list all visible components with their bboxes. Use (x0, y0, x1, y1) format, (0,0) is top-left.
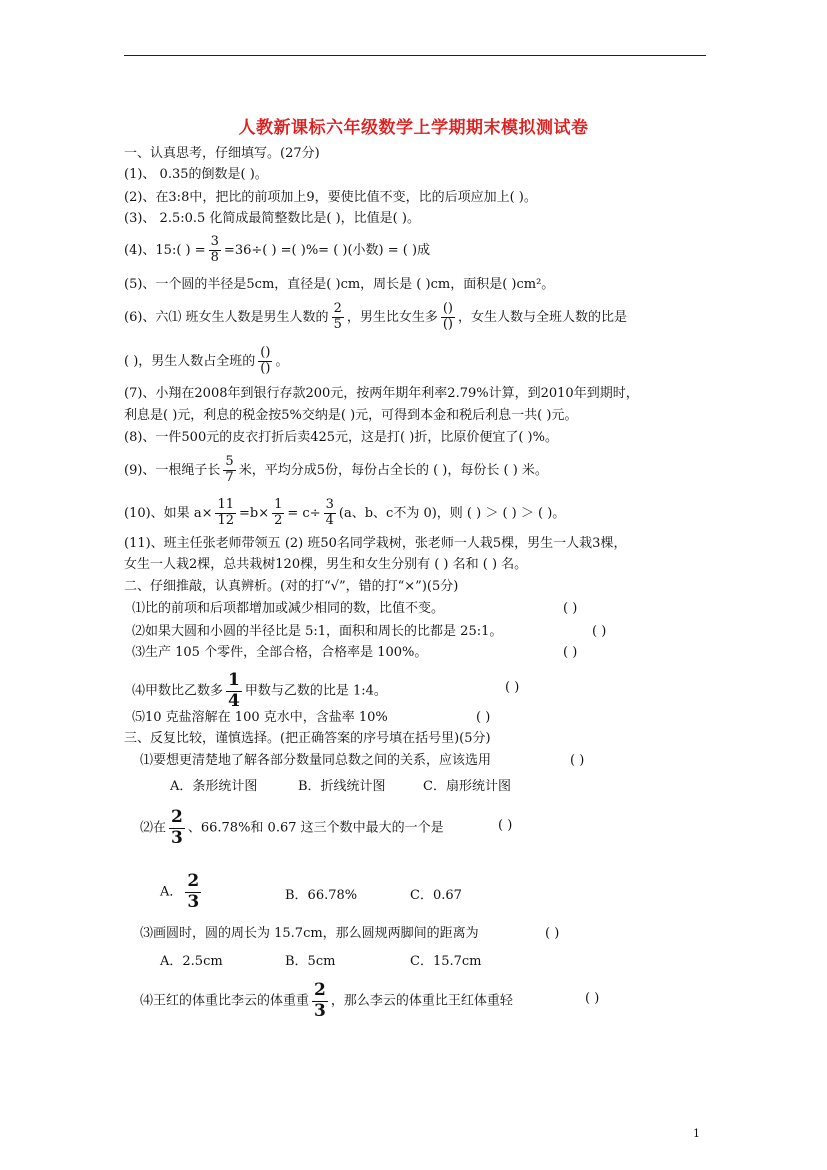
s2q4-denominator: 4 (228, 690, 240, 711)
section1-heading: 一、认真思考，仔细填写。(27分) (124, 146, 320, 161)
s1-question-9 (124, 455, 548, 486)
s3q1-option-c: C．扇形统计图 (423, 779, 511, 794)
q10-f3-denominator: 4 (325, 512, 334, 528)
s3q2-pre: ⑵在 (140, 820, 167, 836)
q6b-post: 。 (275, 353, 289, 369)
s1-question-3: (3)、 2.5:0.5 化简成最简整数比是( )，比值是( )。 (124, 211, 420, 226)
s2-question-1: ⑴比的前项和后项都增加或减少相同的数，比值不变。 (132, 601, 445, 616)
q6b-denominator: () (260, 360, 271, 376)
s3-answer-paren-1: ( ) (570, 753, 585, 768)
s3q4-fraction (312, 981, 328, 1021)
s3q4-denominator: 3 (314, 1000, 326, 1021)
q6-denominator: 5 (333, 316, 342, 332)
q10-f2-numerator: 1 (274, 497, 283, 512)
s3-answer-paren-2: ( ) (498, 818, 513, 833)
s3q2-option-a (160, 872, 204, 912)
s1-question-7a: (7)、小翔在2008年到银行存款200元，按两年期年利率2.79%计算，到2010年到期时， (124, 386, 639, 401)
s1-question-4 (124, 235, 430, 266)
q10-post: (a、b、c不为 0)，则 ( ) ＞ ( ) ＞ ( )。 (338, 505, 566, 521)
s3q4-numerator: 2 (314, 980, 326, 1000)
s3q4-post: ，那么李云的体重比王红体重轻 (330, 993, 513, 1009)
s3q3-option-b: B．5cm (285, 954, 336, 969)
s3q2-post: 、66.78%和 0.67 这三个数中最大的一个是 (187, 820, 444, 836)
q10-mid1: =b× (239, 505, 270, 521)
s2-answer-paren-1: ( ) (563, 601, 578, 616)
s1-question-8: (8)、一件500元的皮衣打折后卖425元，这是打( )折，比原价便宜了( )%。 (124, 430, 558, 445)
s1-question-6b (124, 346, 288, 377)
s2q4-post: 甲数与乙数的比是 1:4。 (244, 683, 387, 699)
q10-mid2: = c÷ (287, 505, 321, 521)
s3q2-option-a-denominator: 3 (187, 891, 200, 912)
s3-answer-paren-3: ( ) (545, 926, 560, 941)
s1-question-11a: (11)、班主任张老师带领五 (2) 班50名同学栽树，张老师一人栽5棵，男生一人栽3棵， (124, 536, 627, 551)
s1-question-7b: 利息是( )元，利息的税金按5%交纳是( )元，可得到本金和税后利息一共( )元。 (124, 408, 578, 423)
s3-answer-paren-4: ( ) (585, 991, 600, 1006)
s3-question-1: ⑴要想更清楚地了解各部分数量同总数之间的关系，应该选用 (140, 753, 492, 768)
s3q2-option-c: C．0.67 (410, 888, 462, 903)
s2q4-numerator: 1 (228, 670, 240, 690)
q9-pre: (9)、一根绳子长 (124, 462, 221, 478)
s3q2-option-a-fraction (185, 872, 201, 912)
section3-heading: 三、反复比较，谨慎选择。(把正确答案的序号填在括号里)(5分) (124, 731, 491, 746)
page-number: 1 (693, 1127, 700, 1140)
s1-question-1: (1)、 0.35的倒数是( )。 (124, 167, 268, 182)
q10-pre: (10)、如果 a× (124, 505, 213, 521)
q4-pre: (4)、15:( ) = (124, 242, 206, 258)
s2q4-fraction (226, 671, 242, 711)
q4-denominator: 8 (210, 249, 219, 265)
s2-question-4 (132, 671, 387, 711)
q10-f3-numerator: 3 (325, 497, 334, 512)
s3q3-option-a: A．2.5cm (160, 954, 223, 969)
q6-numerator: 2 (333, 301, 342, 316)
s2-answer-paren-5: ( ) (476, 710, 491, 725)
s2-answer-paren-2: ( ) (592, 624, 607, 639)
s2q4-pre: ⑷甲数比乙数多 (132, 683, 224, 699)
s3-question-4 (140, 981, 513, 1021)
s1-question-6 (124, 302, 627, 333)
s2-question-2: ⑵如果大圆和小圆的半径比是 5:1，面积和周长的比都是 25:1。 (132, 624, 503, 639)
s3q3-option-c: C．15.7cm (410, 954, 482, 969)
q4-numerator: 3 (210, 234, 219, 249)
s1-question-10 (124, 498, 565, 529)
s3q2-numerator: 2 (171, 807, 183, 827)
q6-blank-numerator: () (442, 301, 454, 316)
s1-question-2: (2)、在3:8中，把比的前项加上9，要使比值不变，比的后项应加上( )。 (124, 190, 537, 205)
s3q2-fraction (169, 808, 185, 848)
q6-fraction (332, 302, 344, 333)
s2-question-3: ⑶生产 105 个零件，全部合格，合格率是 100%。 (132, 645, 428, 660)
q10-fraction-2 (272, 498, 284, 529)
q6b-numerator: () (260, 345, 271, 360)
s1-question-11b: 女生一人栽2棵，总共栽树120棵，男生和女生分别有 ( ) 名和 ( ) 名。 (124, 557, 528, 572)
q9-numerator: 5 (225, 454, 234, 469)
s3q1-option-a: A．条形统计图 (170, 779, 258, 794)
s2-answer-paren-4: ( ) (505, 680, 520, 695)
s3q2-option-b: B．66.78% (285, 888, 358, 903)
q6-mid: ，男生比女生多 (346, 309, 438, 325)
q6-blank-fraction (441, 302, 455, 333)
s3-question-2 (140, 808, 444, 848)
q10-f2-denominator: 2 (274, 512, 283, 528)
q6-post: ，女生人数与全班人数的比是 (458, 309, 628, 325)
s1-question-5: (5)、一个圆的半径是5cm，直径是( )cm，周长是 ( )cm，面积是( )cm²。 (124, 277, 555, 292)
q6-blank-denominator: () (442, 316, 454, 332)
s3q2-denominator: 3 (171, 827, 183, 848)
q10-f1-numerator: 11 (217, 497, 235, 512)
header-rule (124, 55, 706, 56)
q4-post: =36÷( ) =( )%= ( )(小数) = ( )成 (223, 242, 431, 258)
s3q2-option-a-numerator: 2 (187, 871, 200, 891)
q10-fraction-1 (215, 498, 236, 529)
s3-question-3: ⑶画圆时，圆的周长为 15.7cm，那么圆规两脚间的距离为 (140, 926, 479, 941)
q6-pre: (6)、六⑴ 班女生人数是男生人数的 (124, 309, 329, 325)
q9-post: 米，平均分成5份，每份占全长的 ( )，每份长 ( ) 米。 (238, 462, 548, 478)
q6b-blank-fraction (258, 346, 272, 377)
section2-heading: 二、仔细推敲，认真辨析。(对的打“√”，错的打“×”)(5分) (124, 579, 459, 594)
q9-fraction (223, 455, 235, 486)
s3q1-option-b: B．折线统计图 (298, 779, 386, 794)
q6b-pre: ( )，男生人数占全班的 (124, 353, 256, 369)
q10-f1-denominator: 12 (217, 512, 235, 528)
q9-denominator: 7 (225, 469, 234, 485)
s2-answer-paren-3: ( ) (563, 645, 578, 660)
s2-question-5: ⑸10 克盐溶解在 100 克水中，含盐率 10% (132, 710, 388, 725)
page-title: 人教新课标六年级数学上学期期末模拟测试卷 (238, 118, 589, 138)
s3q2-option-a-label: A． (160, 884, 183, 900)
q10-fraction-3 (324, 498, 336, 529)
s3q4-pre: ⑷王红的体重比李云的体重重 (140, 993, 310, 1009)
q4-fraction (209, 235, 221, 266)
